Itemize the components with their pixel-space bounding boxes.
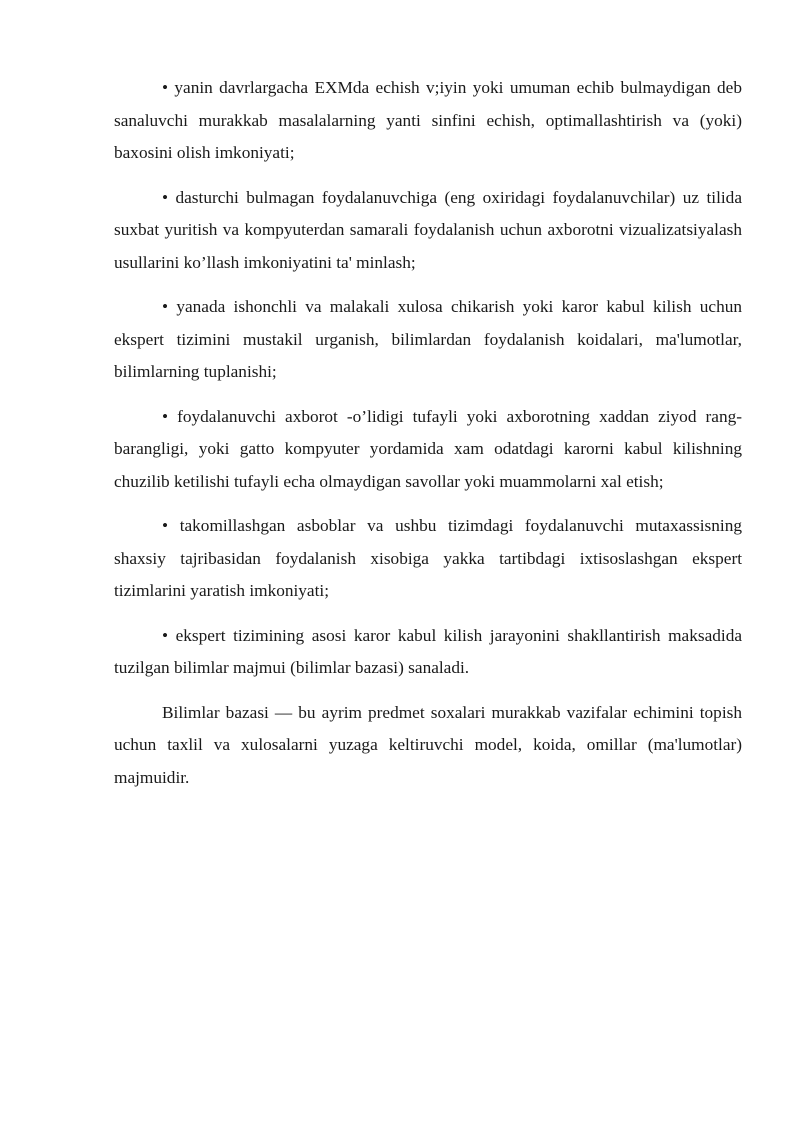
bullet-paragraph: • yanada ishonchli va malakali xulosa chikarish yoki karor kabul kilish uchun ekspert tizimini mustakil urganish, bilimlardan foydalanish koidalari, ma'lumotlar, bilimlarning tuplanishi; — [114, 297, 742, 381]
document-body — [114, 72, 742, 806]
definition-paragraph: Bilimlar bazasi — bu ayrim predmet soxalari murakkab vazifalar echimini topish uchun taxlil va xulosalarni yuzaga keltiruvchi model, koida, omillar (ma'lumotlar) majmuidir. — [114, 702, 742, 787]
bullet-paragraph: • takomillashgan asboblar va ushbu tizimdagi foydalanuvchi mutaxassisning shaxsiy tajribasidan foydalanish xisobiga yakka tartibdagi ixtisoslashgan ekspert tizimlarini yaratish imkoniyati; — [114, 516, 742, 600]
bullet-paragraph: • ekspert tizimining asosi karor kabul kilish jarayonini shakllantirish maksadida tuzilgan bilimlar majmui (bilimlar bazasi) sanaladi. — [114, 625, 742, 677]
bullet-paragraph: • yanin davrlargacha EXMda echish v;iyin yoki umuman echib bulmaydigan deb sanaluvchi murakkab masalalarning yanti sinfini echish, optimallashtirish va (yoki) baxosini olish imkoniyati; — [114, 78, 742, 162]
bullet-paragraph: • dasturchi bulmagan foydalanuvchiga (eng oxiridagi foydalanuvchilar) uz tilida suxbat yuritish va kompyuterdan samarali foydalanish uchun axborotni vizualizatsiyalash usullarini ko’llash imkoniyatini ta' minlash; — [114, 187, 742, 272]
bullet-paragraph: • foydalanuvchi axborot -o’lidigi tufayli yoki axborotning xaddan ziyod rang-barangligi, yoki gatto kompyuter yordamida xam odatdagi karorni kabul kilishning chuzilib ketilishi tufayli echa olmaydigan savollar yoki muammolarni xal etish; — [114, 406, 742, 491]
